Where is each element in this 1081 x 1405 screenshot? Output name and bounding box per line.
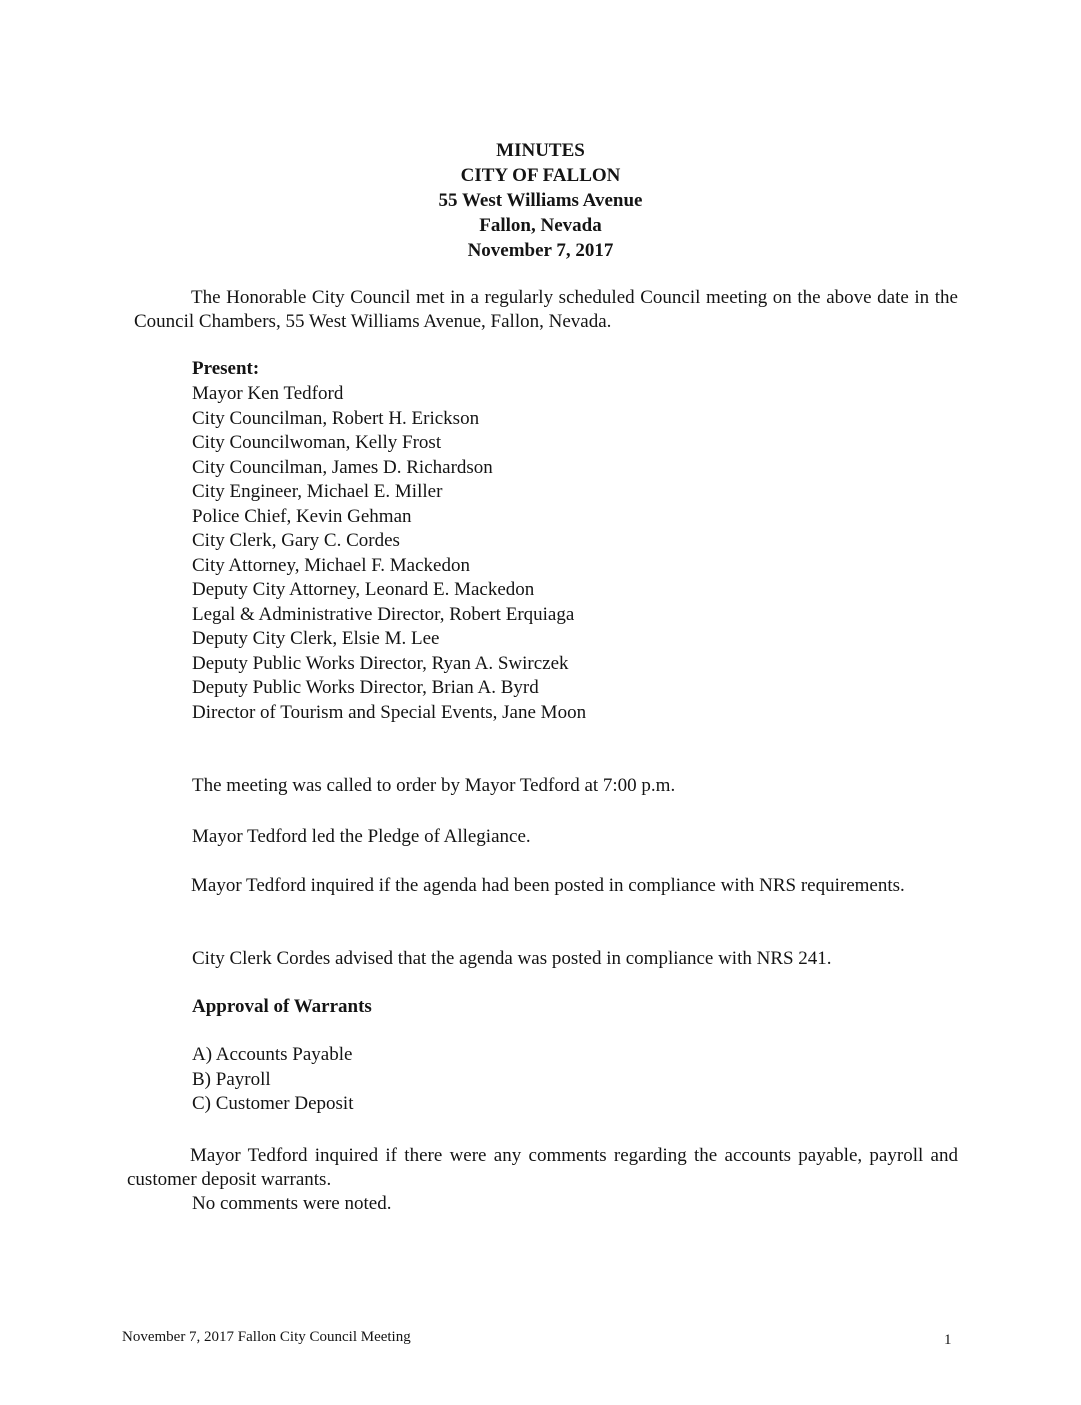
header-city: CITY OF FALLON <box>460 165 621 186</box>
attendee-item: Deputy City Clerk, Elsie M. Lee <box>192 628 440 649</box>
attendee-list <box>192 382 586 725</box>
agenda-inquiry-paragraph: Mayor Tedford inquired if the agenda had been posted in compliance with NRS requirements. <box>191 875 905 896</box>
attendee-item: Legal & Administrative Director, Robert Erquiaga <box>192 603 575 625</box>
attendee-item: City Clerk, Gary C. Cordes <box>192 530 400 551</box>
warrant-list <box>192 1043 354 1117</box>
warrant-inquiry-paragraph: Mayor Tedford inquired if there were any comments regarding the accounts payable, payroll and customer deposit warrants. <box>127 1145 958 1190</box>
attendee-item: Deputy Public Works Director, Ryan A. Swirczek <box>192 652 569 674</box>
header-location: Fallon, Nevada <box>479 215 602 236</box>
warrant-item: C) Customer Deposit <box>192 1093 354 1114</box>
attendee-item: Mayor Ken Tedford <box>192 383 344 404</box>
present-heading: Present: <box>192 358 260 379</box>
warrant-item: B) Payroll <box>192 1068 271 1090</box>
attendee-item: City Councilman, Robert H. Erickson <box>192 407 480 429</box>
warrants-heading: Approval of Warrants <box>192 996 372 1017</box>
attendee-item: City Engineer, Michael E. Miller <box>192 481 443 502</box>
footer-text: November 7, 2017 Fallon City Council Meeting <box>122 1329 411 1345</box>
header-title: MINUTES <box>496 140 585 161</box>
pledge-text: Mayor Tedford led the Pledge of Allegiance. <box>192 826 531 847</box>
attendee-item: Deputy City Attorney, Leonard E. Mackedon <box>192 579 535 600</box>
header-date: November 7, 2017 <box>467 240 614 261</box>
call-to-order-text: The meeting was called to order by Mayor Tedford at 7:00 p.m. <box>192 775 676 796</box>
attendee-item: Police Chief, Kevin Gehman <box>192 505 412 527</box>
intro-paragraph: The Honorable City Council met in a regularly scheduled Council meeting on the above date in the Council Chambers, 55 West Williams Avenue, Fallon, Nevada. <box>134 287 958 332</box>
attendee-item: City Attorney, Michael F. Mackedon <box>192 554 470 576</box>
attendee-item: City Councilman, James D. Richardson <box>192 456 493 478</box>
header-address: 55 West Williams Avenue <box>438 190 643 211</box>
attendee-item: Director of Tourism and Special Events, Jane Moon <box>192 701 587 723</box>
attendee-item: City Councilwoman, Kelly Frost <box>192 432 442 453</box>
warrant-result-text: No comments were noted. <box>192 1193 392 1214</box>
agenda-response-text: City Clerk Cordes advised that the agenda was posted in compliance with NRS 241. <box>192 948 832 969</box>
page-number: 1 <box>944 1332 952 1348</box>
warrant-item: A) Accounts Payable <box>192 1044 353 1065</box>
attendee-item: Deputy Public Works Director, Brian A. Byrd <box>192 677 539 698</box>
document-header <box>0 138 1081 263</box>
